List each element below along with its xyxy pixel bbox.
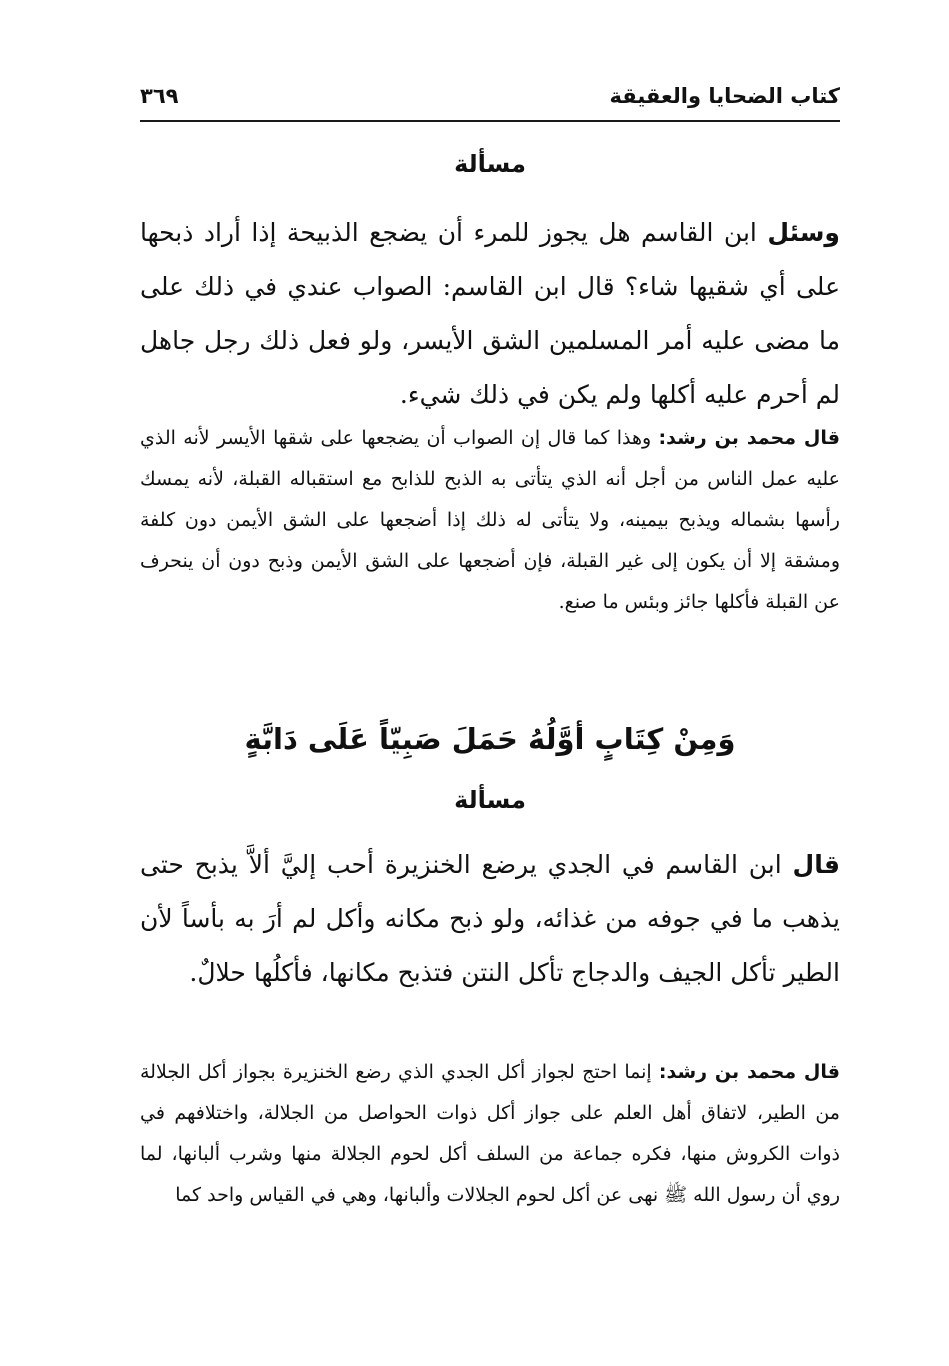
page-number: ٣٦٩ bbox=[140, 84, 179, 108]
section-heading-1: مسألة bbox=[454, 150, 526, 178]
running-header bbox=[140, 82, 840, 122]
question-paragraph-1 bbox=[140, 206, 840, 422]
commentary-paragraph-2 bbox=[140, 1052, 840, 1216]
commentary-text-1: وهذا كما قال إن الصواب أن يضجعها على شقها الأيسر لأنه الذي عليه عمل الناس من أجل أنه الذي يتأتى به الذبح للذابح مع استقباله القبلة، لأنه يمسك رأسها بشماله ويذبح بيمينه، ولا يتأتى له ذلك إذا أضجعها على الشق الأيمن دون كلفة ومشقة إلا أن يكون إلى غير القبلة، فإن أضجعها على الشق الأيمن وذبح دون أن ينحرف عن القبلة فأكلها جائز وبئس ما صنع. bbox=[140, 427, 840, 613]
question-paragraph-2 bbox=[140, 838, 840, 1000]
section-heading-2: مسألة bbox=[454, 786, 526, 814]
commentary-paragraph-1 bbox=[140, 418, 840, 623]
question-lead-2: قال bbox=[792, 850, 840, 879]
book-title: كتاب الضحايا والعقيقة bbox=[609, 84, 840, 108]
commentary-text-2: إنما احتج لجواز أكل الجدي الذي رضع الخنزيرة بجواز أكل الجلالة من الطير، لاتفاق أهل العلم على جواز أكل ذوات الحواصل من الجلالة، واختلافهم في ذوات الكروش منها، فكره جماعة من السلف أكل لحوم الجلالة منها وشرب ألبانها، لما روي أن رسول الله ﷺ نهى عن أكل لحوم الجلالات وألبانها، وهي في القياس واحد كما bbox=[140, 1061, 840, 1206]
commentary-speaker-1: قال محمد بن رشد: bbox=[658, 427, 840, 449]
chapter-title: وَمِنْ كِتَابٍ أوَّلُهُ حَمَلَ صَبِيّاً عَلَى دَابَّةٍ bbox=[244, 722, 736, 756]
commentary-speaker-2: قال محمد بن رشد: bbox=[658, 1061, 840, 1083]
question-text-1: ابن القاسم هل يجوز للمرء أن يضجع الذبيحة إذا أراد ذبحها على أي شقيها شاء؟ قال ابن القاسم: الصواب عندي في ذلك على ما مضى عليه أمر المسلمين الشق الأيسر، ولو فعل ذلك رجل جاهل لم أحرم عليه أكلها ولم يكن في ذلك شيء. bbox=[140, 218, 840, 409]
question-text-2: ابن القاسم في الجدي يرضع الخنزيرة أحب إليَّ ألاَّ يذبح حتى يذهب ما في جوفه من غذائه، ولو ذبح مكانه وأكل لم أرَ به بأساً لأن الطير تأكل الجيف والدجاج تأكل النتن فتذبح مكانها، فأكلُها حلالٌ. bbox=[140, 850, 840, 987]
question-lead-1: وسئل bbox=[767, 218, 840, 247]
